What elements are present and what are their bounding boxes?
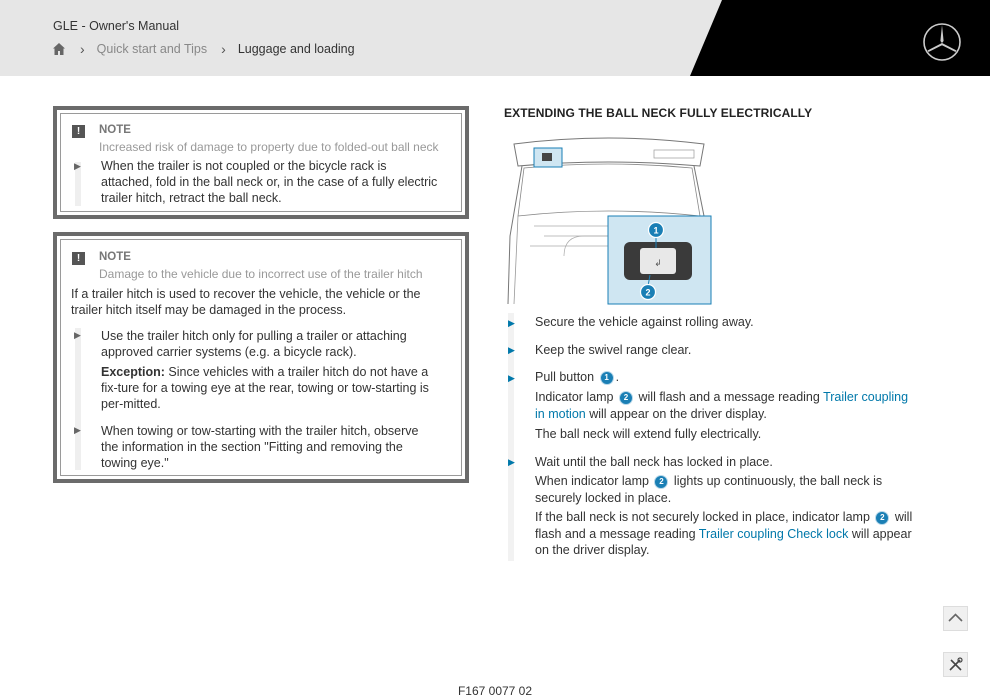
step-wait-locked: Wait until the ball neck has locked in place. [535, 455, 773, 469]
note-heading: NOTE [99, 251, 131, 263]
note-intro: If a trailer hitch is used to recover the vehicle, the vehicle or the trailer hitch itself may be damaged in the process. [71, 287, 421, 317]
step-extend-result: The ball neck will extend fully electrically. [535, 427, 762, 441]
step-keep-clear: Keep the swivel range clear. [535, 343, 692, 357]
figure-code: F167 0077 02 [457, 684, 533, 698]
note-exception [101, 364, 437, 412]
exception-text: Since vehicles with a trailer hitch do not have a fix-ture for a towing eye at the rear, towing or tow-starting is per-mitted. [101, 365, 429, 411]
scroll-top-button[interactable] [943, 606, 968, 631]
step-not-locked: If the ball neck is not securely locked in place, indicator lamp 2 will flash and a message reading Trailer coupling Check lock will appear on the driver display. [535, 510, 913, 557]
exception-label: Exception: [101, 365, 165, 379]
badge-2-icon: 2 [875, 511, 889, 525]
step-indicator-flash: Indicator lamp 2 will flash and a message reading Trailer coupling in motion will appear on the driver display. [535, 390, 909, 421]
mercedes-star-icon[interactable] [922, 22, 962, 62]
link-trailer-coupling-check-lock[interactable]: Trailer coupling Check lock [698, 526, 849, 541]
link-trailer-coupling-in-motion[interactable]: Trailer coupling in motion [535, 390, 909, 421]
bullet-bar [75, 328, 81, 470]
bullet-arrow-icon: ▶ [74, 425, 81, 435]
step-pull-button: Pull button 1 . [535, 370, 620, 384]
breadcrumb-quick-start[interactable]: Quick start and Tips [96, 42, 208, 56]
step-arrow-icon: ▶ [508, 373, 515, 383]
chevron-right-icon: › [221, 41, 226, 57]
chevron-right-icon: › [80, 41, 85, 57]
trunk-illustration [504, 136, 712, 305]
note-subtitle: Damage to the vehicle due to incorrect use of the trailer hitch [99, 267, 423, 281]
step-secure-vehicle: Secure the vehicle against rolling away. [535, 315, 754, 329]
section-title: EXTENDING THE BALL NECK FULLY ELECTRICALLY [504, 106, 813, 120]
note-box-property-damage [53, 106, 469, 219]
bullet-arrow-icon: ▶ [74, 161, 81, 171]
tools-button[interactable] [943, 652, 968, 677]
note-subtitle: Increased risk of damage to property due to folded-out ball neck [99, 140, 439, 154]
breadcrumb [52, 42, 355, 56]
note-box-trailer-hitch [53, 232, 469, 483]
home-icon[interactable] [52, 42, 66, 56]
step-locked-result: When indicator lamp 2 lights up continuously, the ball neck is securely locked in place. [535, 474, 883, 505]
tools-icon [944, 653, 967, 676]
note-bullet-1: Use the trailer hitch only for pulling a trailer or attaching approved carrier systems (e.g. a bicycle rack). [101, 329, 407, 359]
step-arrow-icon: ▶ [508, 318, 515, 328]
note-bullet-2: When towing or tow-starting with the trailer hitch, observe the information in the section "Fitting and removing the towing eye." [101, 424, 419, 470]
breadcrumb-luggage[interactable]: Luggage and loading [237, 42, 355, 56]
exclamation-icon: ! [72, 125, 85, 138]
step-arrow-icon: ▶ [508, 457, 515, 467]
step-arrow-icon: ▶ [508, 345, 515, 355]
manual-title[interactable]: GLE - Owner's Manual [53, 19, 180, 33]
note-bullet: When the trailer is not coupled or the bicycle rack is attached, fold in the ball neck or, in the case of a fully electric trailer hitch, retract the ball neck. [101, 159, 438, 205]
callout-2-label: 2 [645, 287, 651, 298]
chevron-up-icon [944, 607, 967, 630]
page-header [0, 0, 990, 76]
callout-1-label: 1 [653, 225, 659, 236]
exclamation-icon: ! [72, 252, 85, 265]
svg-text:↲: ↲ [654, 259, 662, 269]
bullet-arrow-icon: ▶ [74, 330, 81, 340]
badge-1-icon: 1 [600, 371, 614, 385]
badge-2-icon: 2 [619, 391, 633, 405]
note-heading: NOTE [99, 124, 131, 136]
badge-2-icon: 2 [654, 475, 668, 489]
